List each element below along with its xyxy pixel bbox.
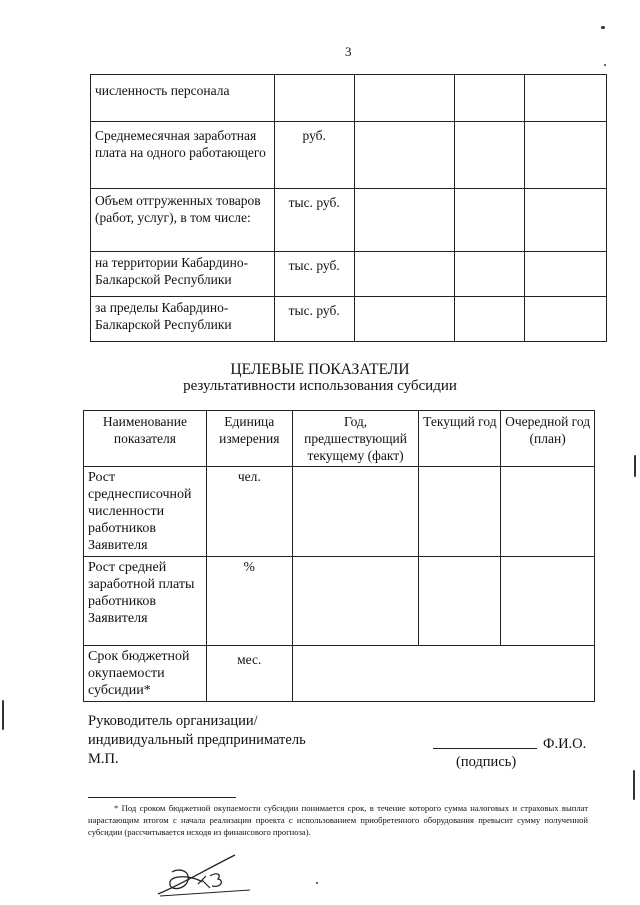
- table-row: [91, 189, 607, 252]
- scan-speck: [2, 700, 4, 730]
- page-number: 3: [345, 44, 352, 59]
- signature-caption: (подпись): [456, 754, 517, 770]
- scan-speck: [633, 770, 635, 800]
- row-label: Рост средней заработной платы работников Заявителя: [84, 557, 207, 646]
- table-row: [84, 467, 595, 557]
- row-label: на территории Кабардино-Балкарской Республики: [91, 252, 275, 297]
- section-subtitle: результативности использования субсидии: [183, 378, 457, 394]
- col-header-name: Наименование показателя: [84, 411, 207, 467]
- signature-line: [433, 748, 537, 749]
- row-unit: [274, 75, 354, 122]
- row-label: Объем отгруженных товаров (работ, услуг), в том числе:: [91, 189, 275, 252]
- row-label: за пределы Кабардино-Балкарской Республики: [91, 297, 275, 342]
- col-header-unit: Единица измерения: [206, 411, 292, 467]
- indicators-table: [90, 74, 607, 342]
- table-row: [91, 122, 607, 189]
- table-row: [91, 252, 607, 297]
- table-row: [91, 75, 607, 122]
- row-unit: мес.: [206, 646, 292, 702]
- row-unit: тыс. руб.: [274, 297, 354, 342]
- col-header-next-year: Очередной год (план): [501, 411, 595, 467]
- footnote-divider: [88, 797, 236, 798]
- table-row: [91, 297, 607, 342]
- row-unit: руб.: [274, 122, 354, 189]
- row-unit: тыс. руб.: [274, 189, 354, 252]
- scan-speck: [601, 26, 605, 29]
- row-label: Срок бюджетной окупаемости субсидии*: [84, 646, 207, 702]
- scan-speck: [316, 882, 318, 884]
- row-label: Среднемесячная заработная плата на одного работающего: [91, 122, 275, 189]
- col-header-prev-year: Год, предшествующий текущему (факт): [292, 411, 419, 467]
- row-unit: тыс. руб.: [274, 252, 354, 297]
- scan-speck: [604, 64, 606, 66]
- section-title: ЦЕЛЕВЫЕ ПОКАЗАТЕЛИ: [230, 361, 410, 378]
- row-label: Рост среднесписочной численности работников Заявителя: [84, 467, 207, 557]
- target-indicators-table: [83, 410, 595, 702]
- col-header-current-year: Текущий год: [419, 411, 501, 467]
- fio-label: Ф.И.О.: [543, 736, 587, 752]
- signature-line-1: Руководитель организации/: [88, 713, 258, 729]
- stamp-label: М.П.: [88, 751, 119, 767]
- handwritten-initials: [150, 850, 260, 900]
- table-row: [84, 557, 595, 646]
- row-unit: %: [206, 557, 292, 646]
- table-header-row: [84, 411, 595, 467]
- scan-speck: [634, 455, 636, 477]
- row-unit: чел.: [206, 467, 292, 557]
- table-row: [84, 646, 595, 702]
- signature-line-2: индивидуальный предприниматель: [88, 732, 306, 748]
- footnote: * Под сроком бюджетной окупаемости субсидии понимается срок, в течение которого сумма налоговых и страховых выплат нарастающим итогом с начала реализации проекта с использованием приобретенного оборудования превысит сумму полученной субсидии (рассчитывается исходя из финансового прогноза).: [88, 803, 588, 837]
- row-label: численность персонала: [91, 75, 275, 122]
